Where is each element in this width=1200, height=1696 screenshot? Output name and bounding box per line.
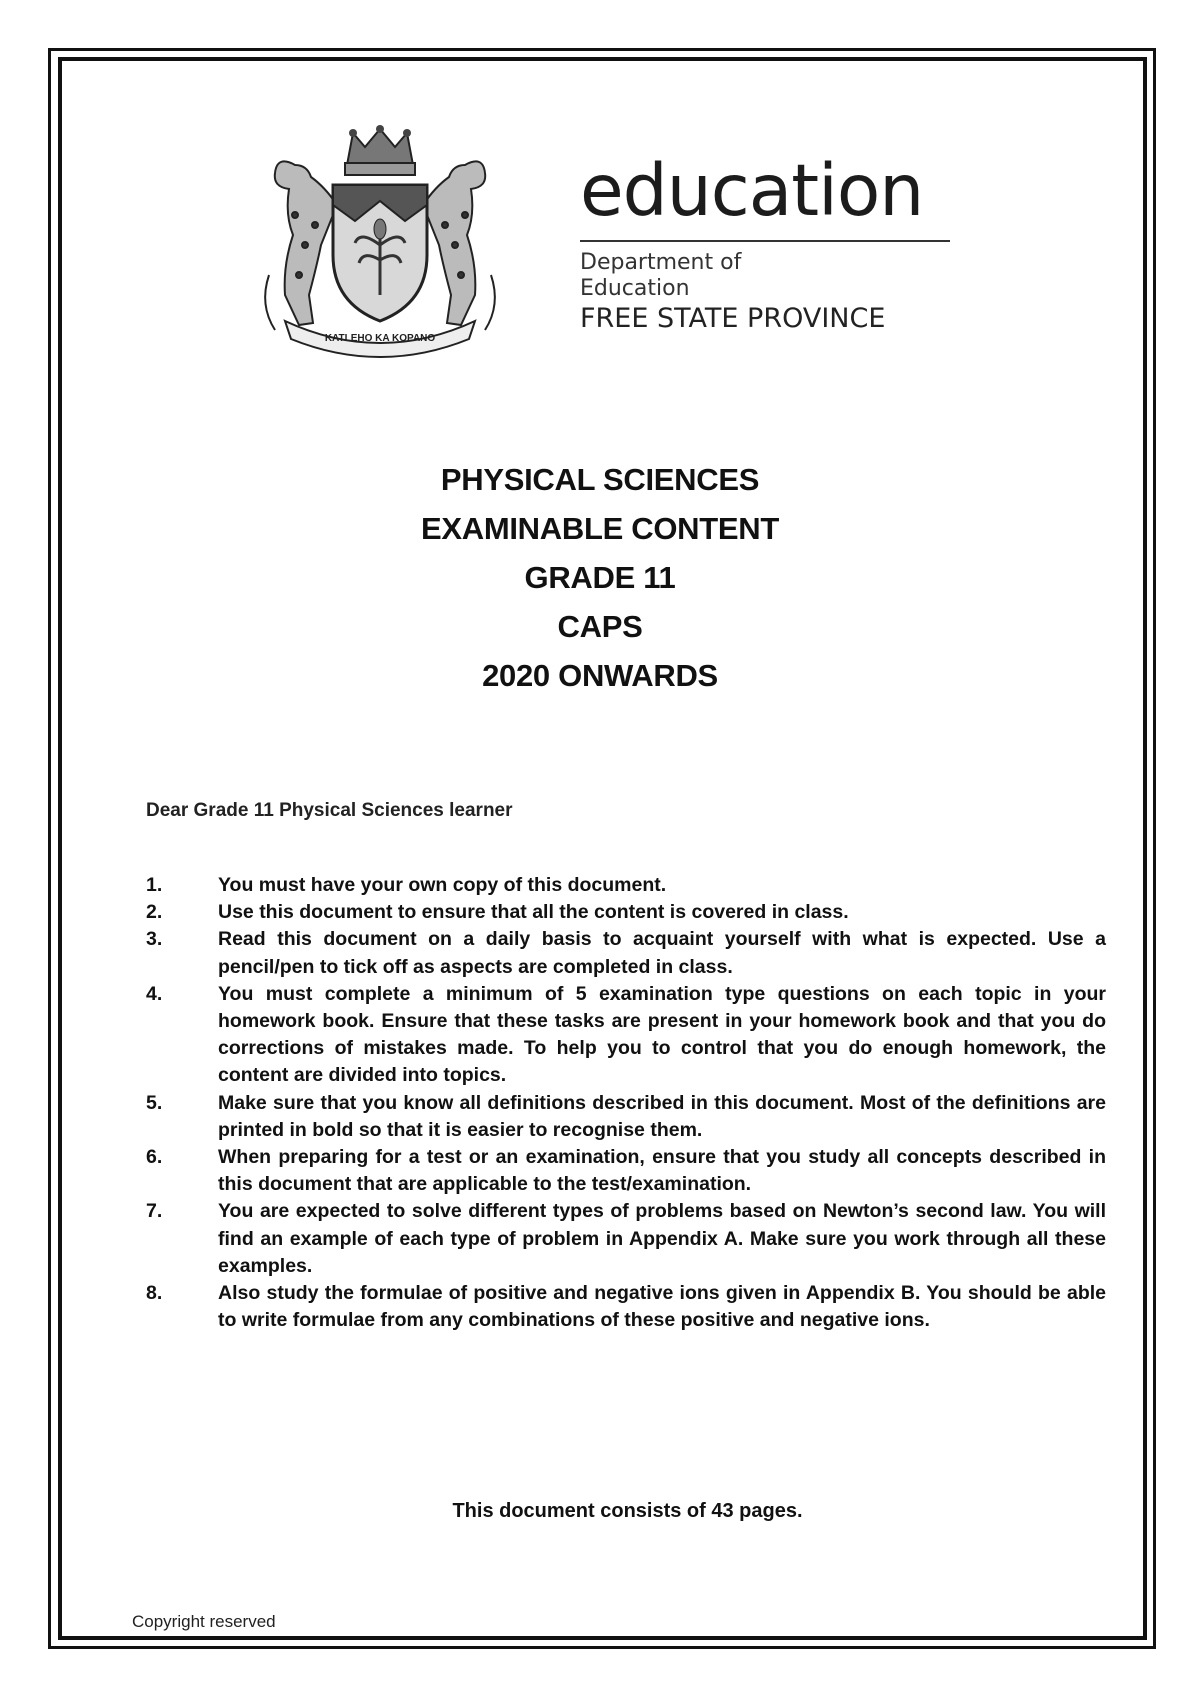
list-item (146, 1198, 1106, 1280)
leopard-left-icon (265, 161, 337, 330)
svg-text:KATLEHO KA KOPANO: KATLEHO KA KOPANO (324, 333, 436, 344)
item-number: 5. (146, 1091, 163, 1114)
document-title (0, 455, 1200, 700)
list-item (146, 899, 1106, 926)
copyright-footer: Copyright reserved (132, 1612, 276, 1631)
motto-ribbon (285, 321, 475, 357)
list-item (146, 1280, 1106, 1334)
education-wordmark: education (580, 149, 924, 232)
item-text: You must have your own copy of this document. (218, 874, 667, 896)
list-item (146, 872, 1106, 899)
instructions-list (146, 872, 1106, 1334)
item-number: 4. (146, 982, 163, 1005)
greeting: Dear Grade 11 Physical Sciences learner (146, 800, 513, 821)
page-count-note: This document consists of 43 pages. (452, 1500, 803, 1522)
list-item (146, 1144, 1106, 1198)
title-year: 2020 ONWARDS (482, 658, 718, 693)
item-text: When preparing for a test or an examination, ensure that you study all concepts described in this document that are applicable to the test/examination. (218, 1146, 1106, 1196)
item-number: 2. (146, 901, 163, 924)
item-text: You must complete a minimum of 5 examination type questions on each topic in your homework book. Ensure that these tasks are present in your homework book and that you do corrections of mistakes made. To help you to control that you do enough homework, the content are divided into topics. (218, 982, 1106, 1087)
province-name: FREE STATE PROVINCE (580, 303, 886, 334)
item-number: 8. (146, 1282, 163, 1305)
item-text: Read this document on a daily basis to acquaint yourself with what is expected. Use a pencil/pen to tick off as aspects are completed in class. (218, 928, 1106, 978)
item-text: Also study the formulae of positive and negative ions given in Appendix B. You should be able to write formulae from any combinations of these positive and negative ions. (218, 1282, 1106, 1332)
wordmark-divider (580, 240, 950, 242)
leopard-right-icon (423, 161, 495, 330)
item-number: 6. (146, 1146, 163, 1169)
item-number: 3. (146, 928, 163, 951)
item-text: Use this document to ensure that all the content is covered in class. (218, 901, 849, 924)
list-item (146, 981, 1106, 1090)
item-number: 7. (146, 1200, 163, 1223)
list-item (146, 1090, 1106, 1144)
department-line-2: Education (580, 276, 690, 301)
department-line-1: Department of (580, 250, 742, 275)
list-item (146, 926, 1106, 980)
shield-icon (333, 185, 427, 321)
crown-icon (345, 125, 415, 175)
title-content: EXAMINABLE CONTENT (421, 511, 779, 546)
item-text: Make sure that you know all definitions described in this document. Most of the definitions are printed in bold so that it is easier to recognise them. (218, 1091, 1106, 1141)
department-logo-text (580, 149, 960, 336)
title-curriculum: CAPS (557, 609, 643, 644)
title-subject: PHYSICAL SCIENCES (440, 462, 760, 497)
item-number: 1. (146, 874, 163, 896)
title-grade: GRADE 11 (524, 560, 676, 595)
item-text: You are expected to solve different types of problems based on Newton’s second law. You will find an example of each type of problem in Appendix A. Make sure you work through all these examples. (218, 1200, 1106, 1277)
coat-of-arms-logo (255, 125, 505, 365)
